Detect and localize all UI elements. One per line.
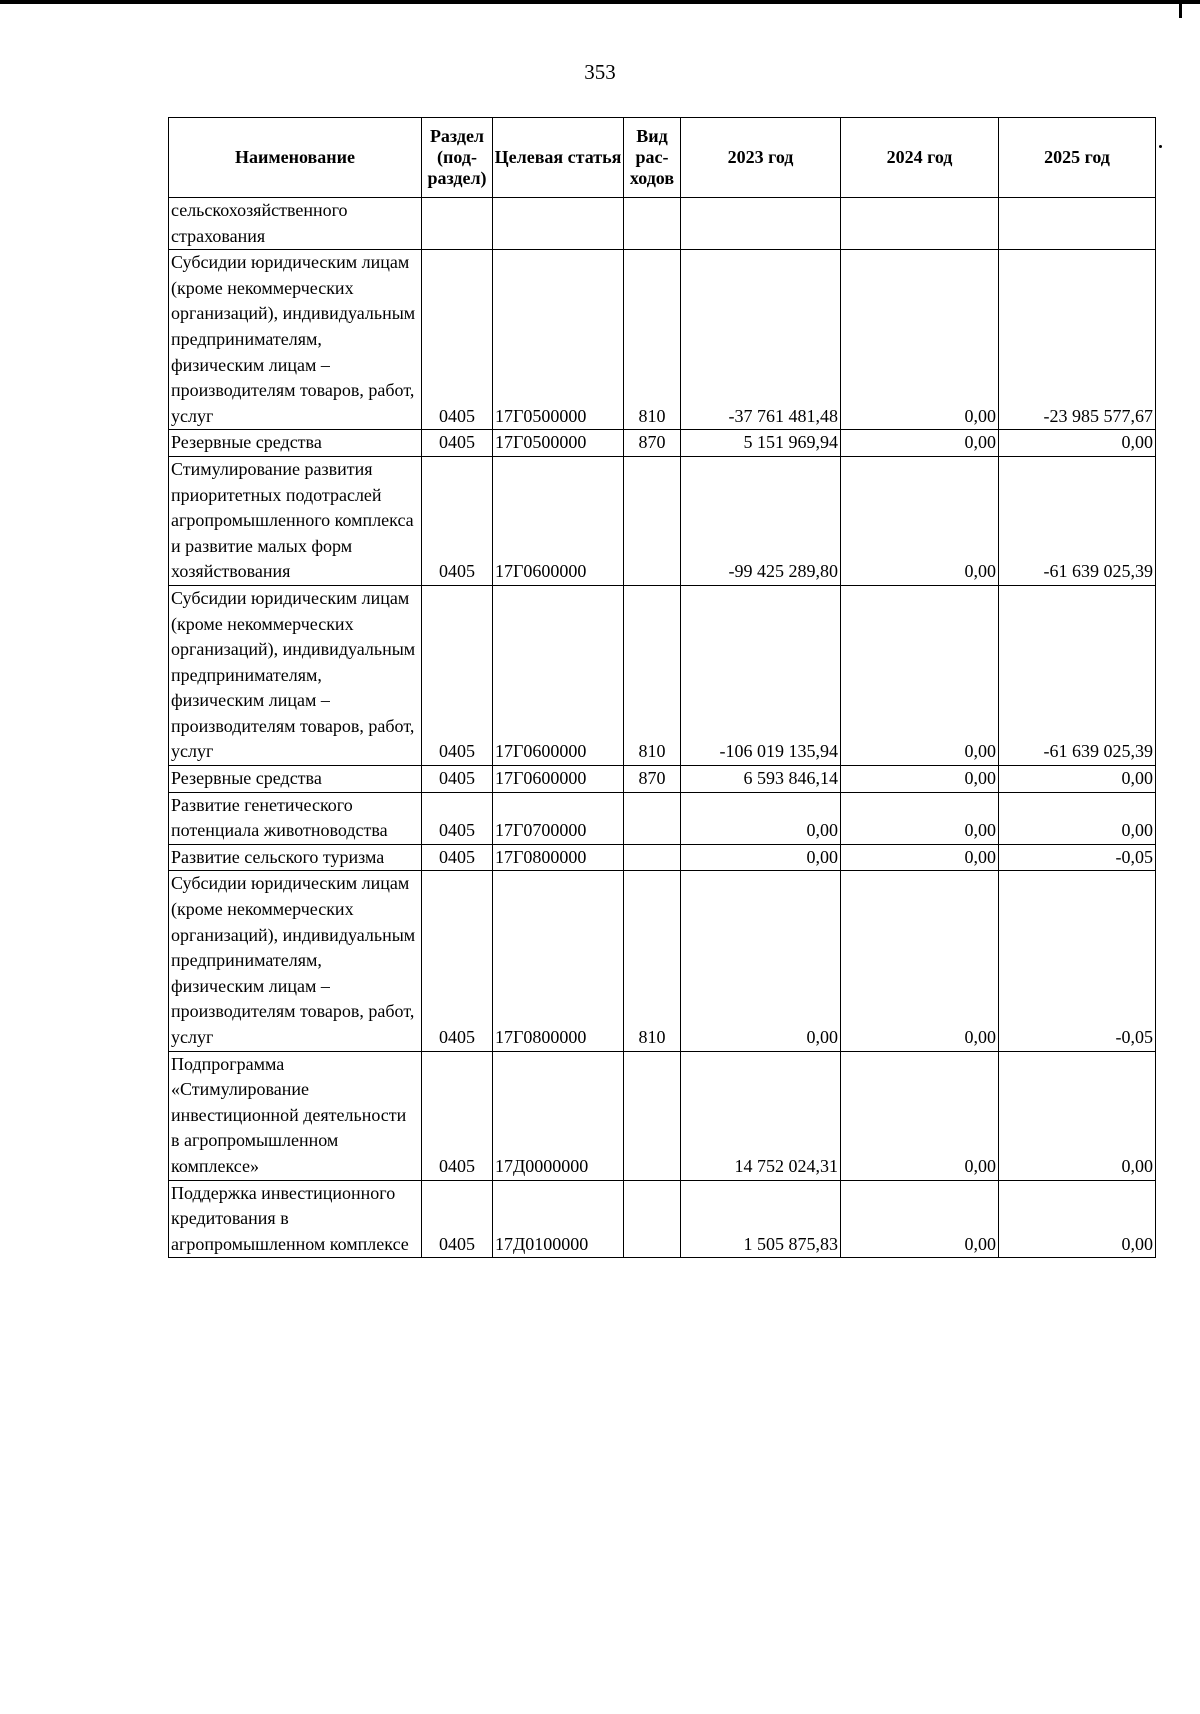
row-2024: 0,00 [841,844,999,871]
row-2025: -61 639 025,39 [999,456,1156,585]
scan-dot [1159,145,1162,148]
row-kind: 810 [624,871,681,1051]
table-row [169,585,1156,765]
row-name: Резервные средства [169,766,422,793]
scan-mark [1179,0,1182,18]
row-name: Развитие генетического потенциала животноводства [169,792,422,844]
row-2025 [999,198,1156,250]
row-2024: 0,00 [841,792,999,844]
row-name: Субсидии юридическим лицам (кроме некоммерческих организаций), индивидуальным предпринимателям, физическим лицам – производителям товаров, работ, услуг [169,250,422,430]
row-name: Поддержка инвестиционного кредитования в агропромышленном комплексе [169,1180,422,1258]
row-2023: 0,00 [681,792,841,844]
row-kind [624,792,681,844]
row-2025: 0,00 [999,792,1156,844]
row-2025: -23 985 577,67 [999,250,1156,430]
row-2025: -0,05 [999,844,1156,871]
row-2025: 0,00 [999,766,1156,793]
row-2025: -0,05 [999,871,1156,1051]
row-name: Субсидии юридическим лицам (кроме некоммерческих организаций), индивидуальным предпринимателям, физическим лицам – производителям товаров, работ, услуг [169,585,422,765]
row-2023: 0,00 [681,844,841,871]
row-2023: -37 761 481,48 [681,250,841,430]
row-target: 17Г0600000 [493,456,624,585]
row-name: сельскохозяйственного страхования [169,198,422,250]
row-section: 0405 [422,766,493,793]
table-header-row [169,118,1156,198]
row-kind: 810 [624,250,681,430]
row-2023: -106 019 135,94 [681,585,841,765]
row-2023: 6 593 846,14 [681,766,841,793]
row-2025: 0,00 [999,1051,1156,1180]
table-row [169,456,1156,585]
row-section: 0405 [422,250,493,430]
row-2025: 0,00 [999,430,1156,457]
table-row [169,430,1156,457]
page-number: 353 [584,60,616,84]
row-name: Стимулирование развития приоритетных подотраслей агропромышленного комплекса и развитие малых форм хозяйствования [169,456,422,585]
row-2024: 0,00 [841,1180,999,1258]
row-2024: 0,00 [841,766,999,793]
row-target: 17Г0700000 [493,792,624,844]
header-section: Раздел (под-раздел) [422,118,493,198]
row-name: Подпрограмма «Стимулирование инвестиционной деятельности в агропромышленном комплексе» [169,1051,422,1180]
row-2024: 0,00 [841,456,999,585]
row-target: 17Д0000000 [493,1051,624,1180]
row-target [493,198,624,250]
row-2024: 0,00 [841,430,999,457]
row-kind [624,1180,681,1258]
row-2024: 0,00 [841,250,999,430]
header-name: Наименование [169,118,422,198]
row-target: 17Г0500000 [493,250,624,430]
row-section: 0405 [422,430,493,457]
row-section: 0405 [422,1180,493,1258]
row-kind: 870 [624,430,681,457]
table-row [169,871,1156,1051]
row-target: 17Г0600000 [493,585,624,765]
row-2025: 0,00 [999,1180,1156,1258]
header-2023: 2023 год [681,118,841,198]
row-target: 17Д0100000 [493,1180,624,1258]
table-row [169,1180,1156,1258]
row-2024: 0,00 [841,585,999,765]
row-kind [624,198,681,250]
row-kind: 810 [624,585,681,765]
row-name: Развитие сельского туризма [169,844,422,871]
row-2024 [841,198,999,250]
row-kind [624,844,681,871]
row-2023: 1 505 875,83 [681,1180,841,1258]
header-kind: Вид рас-ходов [624,118,681,198]
row-2024: 0,00 [841,1051,999,1180]
header-target: Целевая статья [493,118,624,198]
table-row [169,250,1156,430]
row-2023: 5 151 969,94 [681,430,841,457]
row-2025: -61 639 025,39 [999,585,1156,765]
table-row [169,792,1156,844]
row-section: 0405 [422,844,493,871]
row-section: 0405 [422,792,493,844]
row-target: 17Г0600000 [493,766,624,793]
row-2023 [681,198,841,250]
header-2025: 2025 год [999,118,1156,198]
row-section: 0405 [422,585,493,765]
table-row [169,1051,1156,1180]
row-2023: -99 425 289,80 [681,456,841,585]
row-name: Субсидии юридическим лицам (кроме некоммерческих организаций), индивидуальным предпринимателям, физическим лицам – производителям товаров, работ, услуг [169,871,422,1051]
row-section: 0405 [422,1051,493,1180]
row-target: 17Г0800000 [493,871,624,1051]
scan-top-edge [0,0,1200,4]
row-name: Резервные средства [169,430,422,457]
table-row [169,198,1156,250]
row-section [422,198,493,250]
row-section: 0405 [422,456,493,585]
row-2023: 0,00 [681,871,841,1051]
row-2024: 0,00 [841,871,999,1051]
header-2024: 2024 год [841,118,999,198]
budget-table [168,117,1156,1258]
table-row [169,766,1156,793]
row-target: 17Г0800000 [493,844,624,871]
table-row [169,844,1156,871]
row-2023: 14 752 024,31 [681,1051,841,1180]
row-target: 17Г0500000 [493,430,624,457]
row-kind: 870 [624,766,681,793]
row-section: 0405 [422,871,493,1051]
row-kind [624,456,681,585]
row-kind [624,1051,681,1180]
